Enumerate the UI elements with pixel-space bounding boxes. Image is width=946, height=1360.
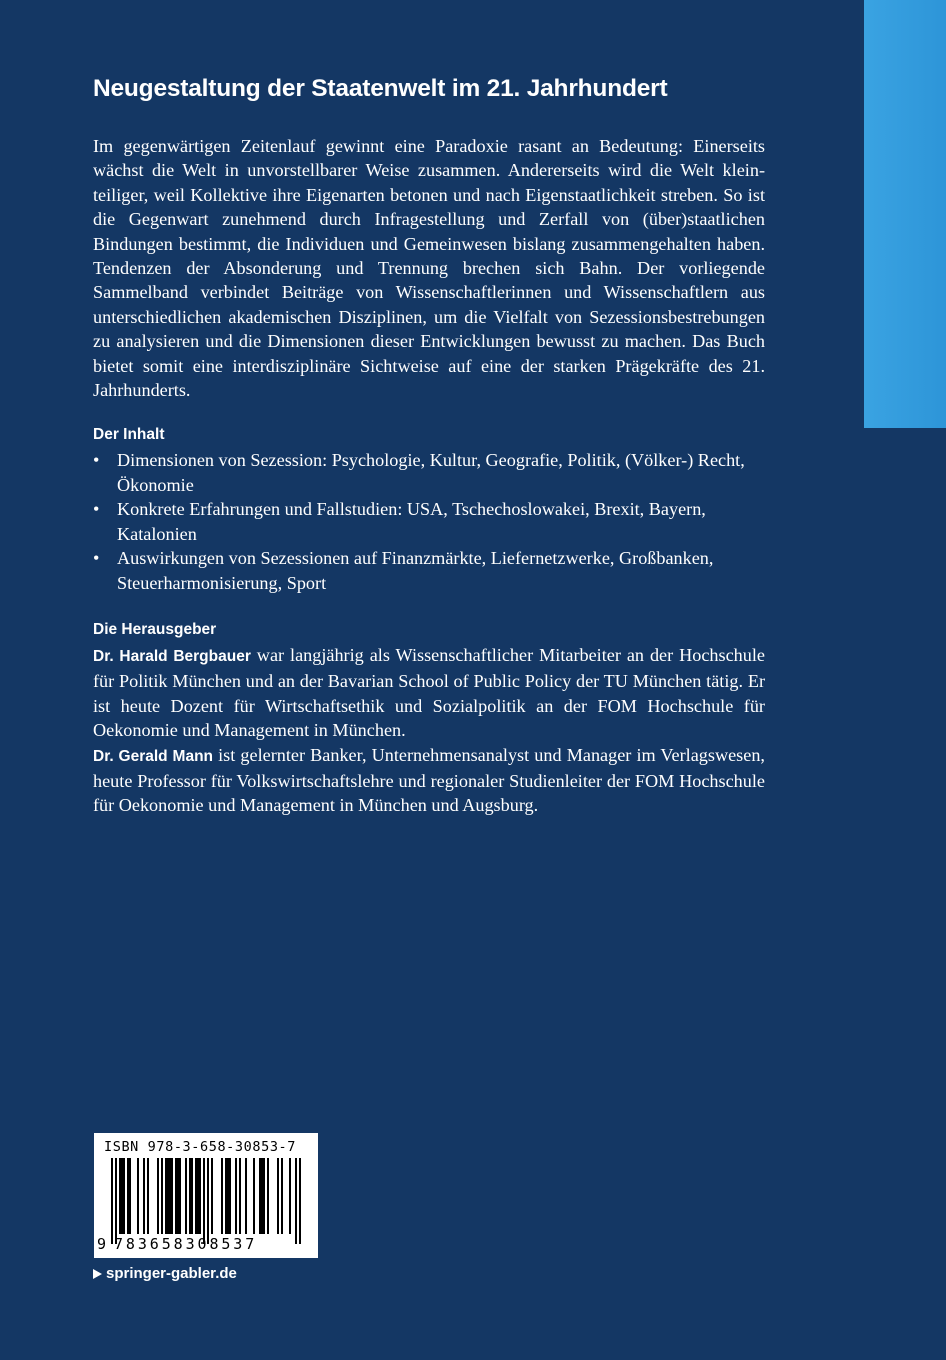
barcode-bar (299, 1158, 301, 1244)
barcode-bar (235, 1158, 237, 1234)
editor-bio-text: ist gelernter Banker, Unternehmensanalyst und Manager im Verlagswesen, heute Professor für Volkswirtschaftslehre und regionaler Studienleiter der FOM Hochschule für Oekonomie und Management in München und Augsburg. (93, 744, 765, 816)
publisher-link[interactable] (93, 1265, 237, 1282)
editor-bio (93, 743, 765, 818)
barcode-bar (207, 1158, 209, 1244)
editor-bio-text: war langjährig als Wissenschaftlicher Mitarbeiter an der Hochschule für Politik München und an der Bavarian School of Public Policy der TU München tätig. Er ist heute Dozent für Wirtschaftsethik und Sozialpolitik an der FOM Hochschule für Oekonomie und Management in München. (93, 644, 765, 741)
barcode-bar (147, 1158, 149, 1234)
isbn-label: ISBN 978-3-658-30853-7 (104, 1139, 297, 1155)
barcode-bar (277, 1158, 279, 1234)
editor-bio (93, 643, 765, 743)
editor-name: Dr. Gerald Mann (93, 747, 213, 765)
contents-item: • Auswirkungen von Sezessionen auf Finanzmärkte, Liefernetzwerke, Großbanken, Steuerharmonisierung, Sport (93, 546, 765, 595)
barcode-bar (259, 1158, 261, 1234)
barcode-bar (195, 1158, 197, 1234)
barcode-bar (253, 1158, 255, 1234)
barcode-bar (179, 1158, 181, 1234)
ean-first-digit: 9 (97, 1235, 107, 1253)
contents-item: • Dimensionen von Sezession: Psychologie, Kultur, Geografie, Politik, (Völker-) Recht, Ökonomie (93, 448, 765, 497)
barcode-bar (289, 1158, 291, 1234)
barcode-bar (119, 1158, 121, 1234)
barcode-bar (261, 1158, 263, 1234)
barcode-bar (167, 1158, 169, 1234)
barcode-bar (157, 1158, 159, 1234)
barcode-bar (221, 1158, 223, 1234)
isbn-barcode (94, 1133, 318, 1258)
barcode-bar (185, 1158, 187, 1234)
barcode-bar (177, 1158, 179, 1234)
barcode-bar (211, 1158, 213, 1234)
barcode-bar (171, 1158, 173, 1234)
editors-heading: Die Herausgeber (93, 620, 217, 638)
accent-bar (864, 0, 946, 428)
publisher-url: springer-gabler.de (106, 1265, 237, 1282)
barcode-bar (197, 1158, 199, 1234)
intro-paragraph: Im gegenwärtigen Zeitenlauf gewinnt eine Paradoxie rasant an Bedeutung: Einerseits wächst die Welt in unvorstellbarer Weise zusammen. Andererseits wird die Welt kleinteiliger, weil Kollektive ihre Eigenarten betonen und nach Eigenstaatlichkeit streben. So ist die Gegenwart zunehmend durch Infragestellung und Zerfall von (über)staatlichen Bindungen bestimmt, die Individuen und Gemeinwesen bislang zusammengehalten haben. Tendenzen der Absonderung und Trennung brechen sich Bahn. Der vorliegende Sammelband verbindet Beiträge von Wissenschaftlerinnen und Wissenschaftlern aus unterschiedlichen akademischen Disziplinen, um die Vielfalt von Sezessionsbestrebungen zu analysieren und die Dimensionen dieser Entwicklungen bewusst zu machen. Das Buch bietet somit eine interdisziplinäre Sichtweise auf eine der starken Prägekräfte des 21. Jahrhunderts. (93, 136, 765, 401)
barcode-bar (225, 1158, 227, 1234)
ean-digits: 783658308537 (114, 1235, 258, 1253)
barcode-bar (239, 1158, 241, 1234)
barcode-bar (267, 1158, 269, 1234)
play-arrow-icon (93, 1269, 102, 1279)
barcode-bar (199, 1158, 201, 1234)
barcode-bar (169, 1158, 171, 1234)
book-title: Neugestaltung der Staatenwelt im 21. Jahrhundert (93, 75, 668, 102)
barcode-bar (189, 1158, 191, 1234)
barcode-bar (143, 1158, 145, 1234)
barcode-bar (165, 1158, 167, 1234)
barcode-bar (161, 1158, 163, 1234)
barcode-bar (137, 1158, 139, 1234)
barcode-bar (203, 1158, 205, 1244)
barcode-bar (127, 1158, 129, 1234)
contents-item: • Konkrete Erfahrungen und Fallstudien: USA, Tschechoslowakei, Brexit, Bayern, Katalonien (93, 497, 765, 546)
barcode-bar (229, 1158, 231, 1234)
barcode-bar (111, 1158, 113, 1244)
barcode-bar (129, 1158, 131, 1234)
barcode-bar (121, 1158, 123, 1234)
barcode-bar (227, 1158, 229, 1234)
barcode-bar (115, 1158, 117, 1244)
back-cover-text (93, 72, 765, 818)
barcode-bar (281, 1158, 283, 1234)
contents-list (93, 448, 765, 594)
editor-name: Dr. Harald Bergbauer (93, 647, 251, 665)
barcode-bar (175, 1158, 177, 1234)
barcode-bar (191, 1158, 193, 1234)
contents-heading: Der Inhalt (93, 426, 165, 444)
barcode-bar (295, 1158, 297, 1244)
barcode-bar (245, 1158, 247, 1234)
barcode-bar (263, 1158, 265, 1234)
barcode-bar (123, 1158, 125, 1234)
